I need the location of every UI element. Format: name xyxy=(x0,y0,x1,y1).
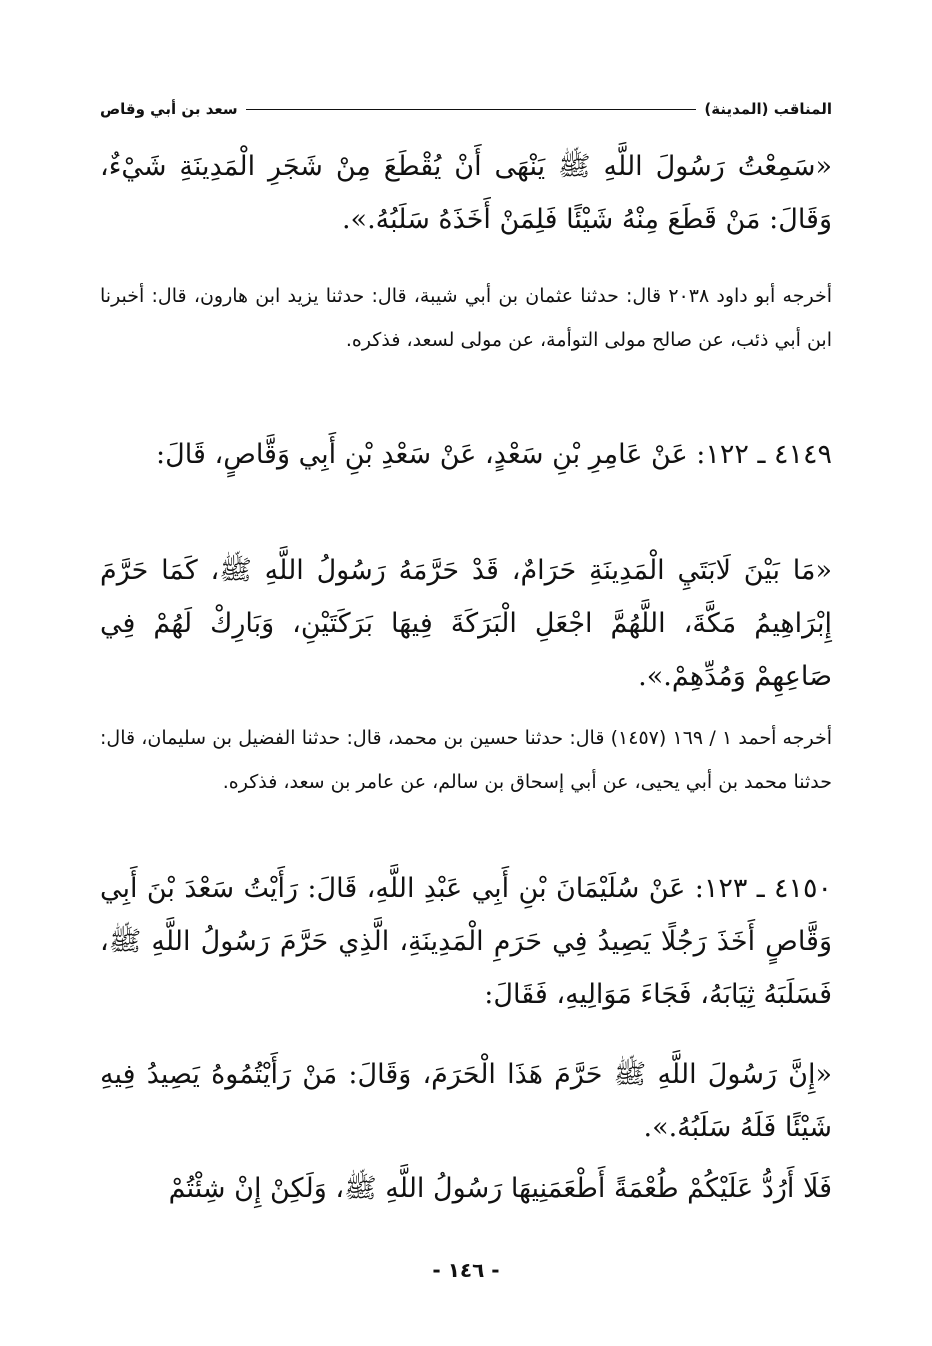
running-head-section: سعد بن أبي وقاص xyxy=(100,100,238,118)
running-head xyxy=(100,98,832,120)
hadith-text: «مَا بَيْنَ لَابَتَيِ الْمَدِينَةِ حَرَامٌ، قَدْ حَرَّمَهُ رَسُولُ اللَّهِ ﷺ، كَمَا حَرَّمَ إِبْرَاهِيمُ مَكَّةَ، اللَّهُمَّ اجْعَلِ الْبَرَكَةَ فِيهَا بَرَكَتَيْنِ، وَبَارِكْ لَهُمْ فِي صَاعِهِمْ وَمُدِّهِمْ.». xyxy=(100,555,832,692)
hadith-heading: ٤١٥٠ ـ ١٢٣: عَنْ سُلَيْمَانَ بْنِ أَبِي عَبْدِ اللَّهِ، قَالَ: رَأَيْتُ سَعْدَ بْنَ أَبِي وَقَّاصٍ أَخَذَ رَجُلًا يَصِيدُ فِي حَرَمِ الْمَدِينَةِ، الَّذِي حَرَّمَ رَسُولُ اللَّهِ ﷺ، فَسَلَبَهُ ثِيَابَهُ، فَجَاءَ مَوَالِيهِ، فَقَالَ: xyxy=(100,873,832,1010)
hadith-text: «سَمِعْتُ رَسُولَ اللَّهِ ﷺ يَنْهَى أَنْ يُقْطَعَ مِنْ شَجَرِ الْمَدِينَةِ شَيْءٌ، وَقَالَ: مَنْ قَطَعَ مِنْهُ شَيْئًا فَلِمَنْ أَخَذَهُ سَلَبُهُ.». xyxy=(100,151,832,235)
takhrij-note: أخرجه أبو داود ٢٠٣٨ قال: حدثنا عثمان بن أبي شيبة، قال: حدثنا يزيد ابن هارون، قال: أخبرنا ابن أبي ذئب، عن صالح مولى التوأمة، عن مولى لسعد، فذكره. xyxy=(100,285,832,351)
hadith-text: فَلَا أَرُدُّ عَلَيْكُمْ طُعْمَةً أَطْعَمَنِيهَا رَسُولُ اللَّهِ ﷺ، وَلَكِنْ إِنْ شِئْتُمْ xyxy=(168,1173,832,1204)
page-number: - ١٤٦ - xyxy=(432,1258,500,1282)
hadith-heading: ٤١٤٩ ـ ١٢٢: عَنْ عَامِرِ بْنِ سَعْدٍ، عَنْ سَعْدِ بْنِ أَبِي وَقَّاصٍ، قَالَ: xyxy=(156,439,832,470)
running-head-chapter: المناقب (المدينة) xyxy=(704,100,832,118)
running-head-rule xyxy=(246,109,697,110)
takhrij-note: أخرجه أحمد ١ / ١٦٩ (١٤٥٧) قال: حدثنا حسين بن محمد، قال: حدثنا الفضيل بن سليمان، قال: حدثنا محمد بن أبي يحيى، عن أبي إسحاق بن سالم، عن عامر بن سعد، فذكره. xyxy=(100,727,832,793)
hadith-text: «إِنَّ رَسُولَ اللَّهِ ﷺ حَرَّمَ هَذَا الْحَرَمَ، وَقَالَ: مَنْ رَأَيْتُمُوهُ يَصِيدُ فِيهِ شَيْئًا فَلَهُ سَلَبُهُ.». xyxy=(100,1059,832,1143)
